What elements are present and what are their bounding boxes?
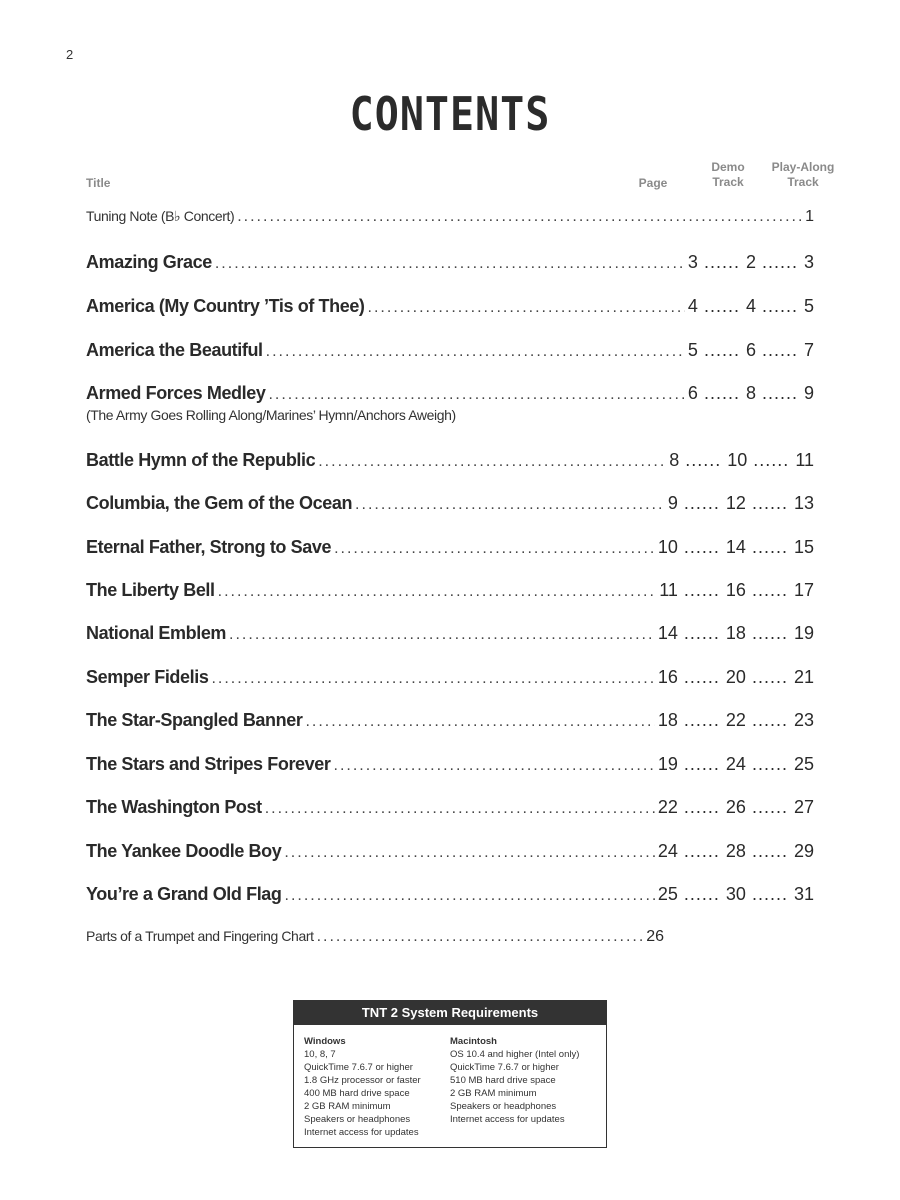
toc-page-number: 14 [657, 623, 678, 643]
leader-dots: ...... [745, 667, 794, 687]
toc-entry [86, 252, 814, 276]
toc-play-number: 9 [803, 383, 814, 403]
toc-play-number: 15 [793, 537, 814, 557]
leader-dots [285, 887, 655, 905]
toc-page-number: 3 [687, 252, 698, 272]
windows-requirements [304, 1035, 450, 1139]
toc-entry-numbers [805, 208, 814, 226]
leader-dots: ...... [745, 884, 794, 904]
leader-dots: ...... [679, 450, 728, 470]
toc-entry [86, 884, 814, 908]
toc-entry [86, 493, 814, 517]
header-play-line2: Track [787, 175, 819, 189]
toc-entry-numbers [688, 296, 814, 317]
mac-requirement-item: Internet access for updates [450, 1114, 565, 1125]
toc-demo-number: 6 [745, 340, 756, 360]
toc-entry [86, 667, 814, 691]
windows-requirement-item: 1.8 GHz processor or faster [304, 1075, 421, 1086]
toc-play-number: 17 [793, 580, 814, 600]
toc-page-number: 5 [687, 340, 698, 360]
leader-dots: ...... [677, 710, 726, 730]
toc-page-number: 9 [667, 493, 678, 513]
leader-dots: ...... [677, 667, 726, 687]
toc-entry-title: Amazing Grace [86, 252, 212, 272]
header-demo-line1: Demo [711, 160, 745, 174]
leader-dots: ...... [677, 841, 726, 861]
toc-entry-title: America (My Country ’Tis of Thee) [86, 296, 365, 316]
leader-dots: ...... [745, 537, 794, 557]
toc-entry-title: The Washington Post [86, 797, 262, 817]
toc-play-number: 31 [793, 884, 814, 904]
leader-dots: ...... [745, 623, 794, 643]
toc-play-number: 21 [793, 667, 814, 687]
toc-entry-title: Tuning Note (B♭ Concert) [86, 208, 235, 224]
page-title: CONTENTS [349, 88, 551, 142]
leader-dots: ...... [755, 252, 804, 272]
toc-entry-numbers [658, 710, 814, 731]
toc-demo-number: 28 [725, 841, 746, 861]
toc-demo-number: 12 [725, 493, 746, 513]
toc-entry-title: The Stars and Stripes Forever [86, 754, 331, 774]
toc-demo-number: 4 [745, 296, 756, 316]
leader-dots: ...... [697, 383, 746, 403]
toc-page-number: 10 [657, 537, 678, 557]
mac-requirement-item: QuickTime 7.6.7 or higher [450, 1062, 559, 1073]
toc-entry [86, 450, 814, 474]
toc-entry-numbers [658, 667, 814, 688]
leader-dots: ...... [755, 296, 804, 316]
windows-requirement-item: 400 MB hard drive space [304, 1088, 410, 1099]
toc-demo-number: 14 [725, 537, 746, 557]
toc-page-number: 22 [657, 797, 678, 817]
header-play-line1: Play-Along [771, 160, 835, 174]
leader-dots: ...... [677, 623, 726, 643]
leader-dots: ...... [677, 580, 726, 600]
leader-dots [237, 208, 802, 226]
toc-entry-numbers [668, 493, 814, 514]
medley-subtitle: (The Army Goes Rolling Along/Marines’ Hymn/Anchors Aweigh) [86, 407, 456, 423]
header-demo-line2: Track [712, 175, 744, 189]
toc-entry-title: Armed Forces Medley [86, 383, 266, 403]
toc-entry-numbers [688, 340, 814, 361]
windows-requirement-item: Speakers or headphones [304, 1114, 411, 1125]
mac-requirement-item: Speakers or headphones [450, 1101, 557, 1112]
leader-dots: ...... [745, 493, 794, 513]
toc-page-number: 19 [657, 754, 678, 774]
toc-play-number: 29 [793, 841, 814, 861]
header-page: Page [638, 176, 668, 190]
header-play-along-track [768, 160, 838, 190]
toc-entry-numbers [658, 884, 814, 905]
toc-entry [86, 208, 814, 232]
toc-demo-number: 18 [725, 623, 746, 643]
leader-dots: ...... [755, 383, 804, 403]
toc-demo-number: 26 [725, 797, 746, 817]
toc-page-number: 6 [687, 383, 698, 403]
toc-page-number: 26 [646, 928, 664, 945]
toc-entry-numbers [688, 252, 814, 273]
toc-entry-numbers [688, 383, 814, 404]
toc-entry [86, 754, 814, 778]
toc-entry-numbers [658, 841, 814, 862]
toc-entry [86, 296, 814, 320]
leader-dots [317, 928, 644, 946]
toc-page-number: 16 [657, 667, 678, 687]
toc-play-number: 7 [803, 340, 814, 360]
leader-dots: ...... [677, 537, 726, 557]
toc-entry-title: National Emblem [86, 623, 227, 643]
toc-entry-numbers [659, 580, 814, 601]
toc-entry-numbers [658, 537, 814, 558]
leader-dots: ...... [677, 797, 726, 817]
toc-page-number: 11 [659, 580, 678, 600]
toc-demo-number: 2 [745, 252, 756, 272]
toc-entry-numbers [658, 754, 814, 775]
toc-entry-numbers [658, 797, 814, 818]
leader-dots [284, 844, 655, 862]
toc-play-number: 23 [793, 710, 814, 730]
toc-entry [86, 623, 814, 647]
toc-play-number: 27 [793, 797, 814, 817]
system-requirements-box [293, 1000, 607, 1148]
leader-dots [211, 670, 654, 688]
toc-entry-title: Battle Hymn of the Republic [86, 450, 316, 470]
toc-play-number: 19 [793, 623, 814, 643]
toc-demo-number: 20 [725, 667, 746, 687]
toc-play-number: 5 [803, 296, 814, 316]
leader-dots [305, 713, 654, 731]
windows-heading: Windows [304, 1036, 346, 1047]
leader-dots: ...... [745, 754, 794, 774]
toc-demo-number: 10 [727, 450, 748, 470]
toc-page-number: 24 [657, 841, 678, 861]
toc-entry [86, 537, 814, 561]
leader-dots: ...... [677, 493, 726, 513]
windows-requirement-item: QuickTime 7.6.7 or higher [304, 1062, 413, 1073]
toc-page-number: 8 [669, 450, 680, 470]
toc-entry-title: The Yankee Doodle Boy [86, 841, 282, 861]
header-title: Title [86, 176, 111, 190]
leader-dots: ...... [745, 710, 794, 730]
toc-entry-title: Columbia, the Gem of the Ocean [86, 493, 353, 513]
toc-entry [86, 340, 814, 364]
toc-entry-title: America the Beautiful [86, 340, 263, 360]
toc-entry-title: The Liberty Bell [86, 580, 215, 600]
mac-requirements [450, 1035, 596, 1139]
toc-demo-number: 30 [725, 884, 746, 904]
leader-dots [215, 255, 685, 273]
leader-dots: ...... [747, 450, 796, 470]
toc-demo-number: 24 [725, 754, 746, 774]
leader-dots [334, 757, 655, 775]
leader-dots [218, 583, 657, 601]
header-demo-track [700, 160, 756, 190]
toc-entry-title: Parts of a Trumpet and Fingering Chart [86, 928, 314, 944]
mac-requirement-item: 2 GB RAM minimum [450, 1088, 537, 1099]
windows-requirement-item: 10, 8, 7 [304, 1049, 336, 1060]
toc-play-number: 3 [803, 252, 814, 272]
toc-play-number: 13 [793, 493, 814, 513]
leader-dots [266, 343, 685, 361]
system-requirements-heading: TNT 2 System Requirements [294, 1001, 606, 1025]
leader-dots [229, 626, 655, 644]
leader-dots: ...... [697, 296, 746, 316]
toc-entry [86, 797, 814, 821]
windows-requirement-item: Internet access for updates [304, 1127, 419, 1138]
leader-dots: ...... [697, 340, 746, 360]
leader-dots: ...... [745, 797, 794, 817]
leader-dots: ...... [745, 841, 794, 861]
mac-requirement-item: 510 MB hard drive space [450, 1075, 556, 1086]
leader-dots [318, 453, 666, 471]
toc-entry-title: You’re a Grand Old Flag [86, 884, 282, 904]
toc-play-number: 11 [795, 450, 814, 470]
leader-dots [355, 496, 665, 514]
toc-play-number: 25 [793, 754, 814, 774]
toc-entry-numbers [669, 450, 814, 471]
leader-dots: ...... [697, 252, 746, 272]
toc-entry [86, 928, 664, 952]
leader-dots [368, 299, 685, 317]
leader-dots [265, 800, 655, 818]
toc-page-number: 18 [657, 710, 678, 730]
leader-dots [268, 386, 684, 404]
toc-entry [86, 383, 814, 407]
toc-entry-numbers [646, 928, 664, 946]
toc-demo-number: 22 [725, 710, 746, 730]
toc-entry [86, 841, 814, 865]
toc-demo-number: 8 [745, 383, 756, 403]
toc-entry-title: Eternal Father, Strong to Save [86, 537, 332, 557]
leader-dots: ...... [677, 754, 726, 774]
leader-dots: ...... [745, 580, 794, 600]
toc-entry-numbers [658, 623, 814, 644]
toc-demo-number: 16 [725, 580, 746, 600]
leader-dots: ...... [755, 340, 804, 360]
toc-entry-title: The Star-Spangled Banner [86, 710, 303, 730]
toc-entry [86, 710, 814, 734]
windows-requirement-item: 2 GB RAM minimum [304, 1101, 391, 1112]
leader-dots [334, 540, 655, 558]
toc-page-number: 4 [687, 296, 698, 316]
toc-play-number: 1 [805, 208, 814, 225]
toc-entry-title: Semper Fidelis [86, 667, 209, 687]
mac-heading: Macintosh [450, 1036, 497, 1047]
page-number: 2 [66, 47, 74, 62]
toc-entry [86, 580, 814, 604]
leader-dots: ...... [677, 884, 726, 904]
mac-requirement-item: OS 10.4 and higher (Intel only) [450, 1049, 580, 1060]
toc-page-number: 25 [657, 884, 678, 904]
